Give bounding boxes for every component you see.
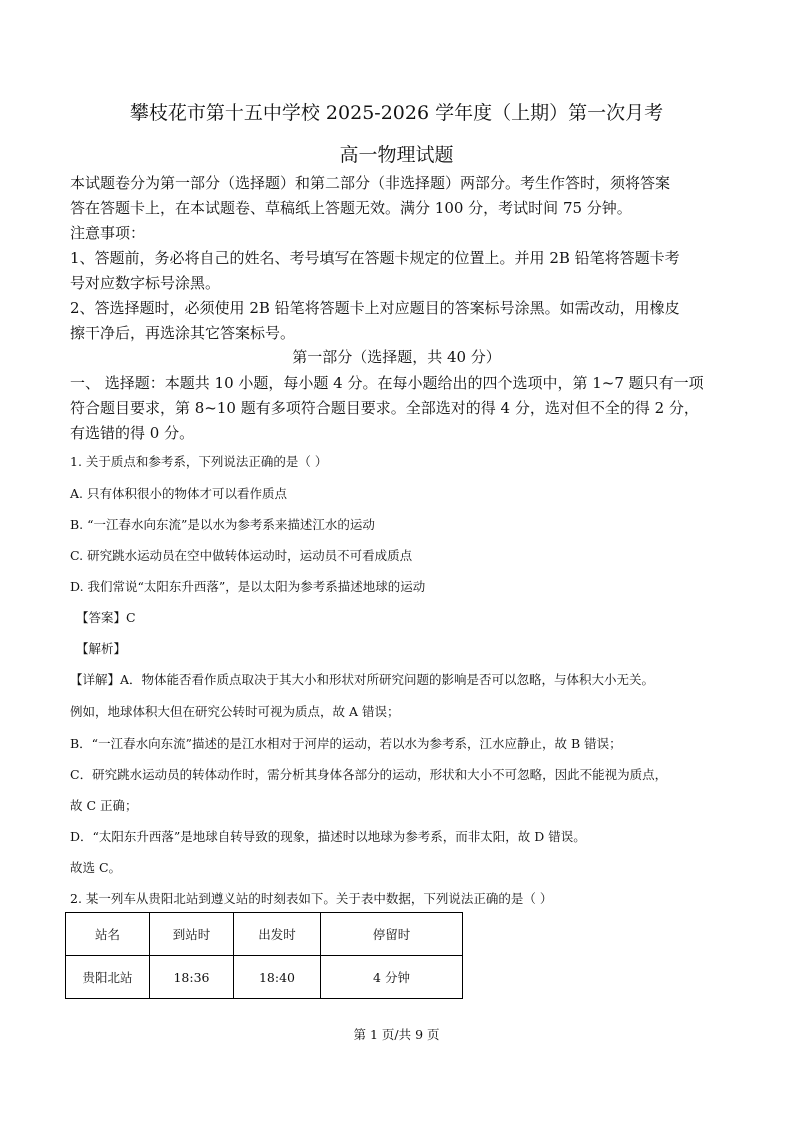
question-1-option-b: B. “一江春水向东流”是以水为参考系来描述江水的运动 [70, 517, 375, 532]
note-2-line-2: 擦干净后，再选涂其它答案标号。 [70, 324, 296, 342]
timetable-cell: 贵阳北站 [66, 956, 150, 999]
part-1-heading: 第一部分（选择题，共 40 分） [292, 348, 501, 366]
question-1-analysis-label: 【解析】 [76, 641, 127, 656]
question-1-option-d: D. 我们常说“太阳东升西落”，是以太阳为参考系描述地球的运动 [70, 579, 426, 594]
explanation-line: 例如，地球体积大但在研究公转时可视为质点，故 A 错误； [70, 704, 400, 719]
timetable-cell: 18:40 [234, 956, 321, 999]
timetable-cell: 4 分钟 [321, 956, 463, 999]
exam-title: 攀枝花市第十五中学校 2025-2026 学年度（上期）第一次月考 [129, 102, 664, 124]
note-1-line-2: 号对应数字标号涂黑。 [70, 274, 221, 292]
part-1-instruction-2: 符合题目要求，第 8~10 题有多项符合题目要求。全部选对的得 4 分，选对但不全的得 2 分， [70, 399, 699, 417]
question-1-stem: 1. 关于质点和参考系，下列说法正确的是（ ） [70, 454, 328, 469]
timetable-header-row [66, 913, 463, 956]
intro-line-1: 本试题卷分为第一部分（选择题）和第二部分（非选择题）两部分。考生作答时，须将答案 [70, 174, 671, 192]
table-row [66, 956, 463, 999]
question-1-option-a: A. 只有体积很小的物体才可以看作质点 [70, 486, 287, 501]
part-1-instruction-1: 一、 选择题：本题共 10 小题，每小题 4 分。在每小题给出的四个选项中，第 1~7 题只有一项 [70, 374, 704, 392]
page-number: 第 1 页/共 9 页 [353, 1027, 440, 1042]
timetable-header-cell: 站名 [66, 913, 150, 956]
note-1-line-1: 1、答题前，务必将自己的姓名、考号填写在答题卡规定的位置上。并用 2B 铅笔将答题卡考 [70, 249, 680, 267]
intro-line-2: 答在答题卡上，在本试题卷、草稿纸上答题无效。满分 100 分，考试时间 75 分钟。 [70, 199, 632, 217]
explanation-line: C．研究跳水运动员的转体动作时，需分析其身体各部分的运动，形状和大小不可忽略，因此不能视为质点， [70, 767, 668, 782]
question-1-option-c: C. 研究跳水运动员在空中做转体运动时，运动员不可看成质点 [70, 548, 413, 563]
question-1-answer: 【答案】C [76, 610, 136, 625]
question-2-stem: 2. 某一列车从贵阳北站到遵义站的时刻表如下。关于表中数据，下列说法正确的是（ ） [70, 891, 553, 906]
timetable-cell: 18:36 [150, 956, 234, 999]
explanation-line: 故选 C。 [70, 860, 122, 875]
explanation-line: 故 C 正确； [70, 798, 138, 813]
notes-heading: 注意事项： [70, 224, 146, 242]
timetable-header-cell: 到站时 [150, 913, 234, 956]
timetable-header-cell: 出发时 [234, 913, 321, 956]
note-2-line-1: 2、答选择题时，必须使用 2B 铅笔将答题卡上对应题目的答案标号涂黑。如需改动，用橡皮 [70, 299, 680, 317]
explanation-line: 【详解】A．物体能否看作质点取决于其大小和形状对所研究问题的影响是否可以忽略，与体积大小无关。 [70, 672, 655, 687]
explanation-line: D．“太阳东升西落”是地球自转导致的现象，描述时以地球为参考系，而非太阳，故 D 错误。 [70, 829, 586, 844]
timetable [65, 912, 463, 999]
timetable-header-cell: 停留时 [321, 913, 463, 956]
part-1-instruction-3: 有选错的得 0 分。 [70, 424, 195, 442]
explanation-line: B．“一江春水向东流”描述的是江水相对于河岸的运动，若以水为参考系，江水应静止，故 B 错误； [70, 736, 622, 751]
exam-subtitle: 高一物理试题 [339, 144, 454, 166]
